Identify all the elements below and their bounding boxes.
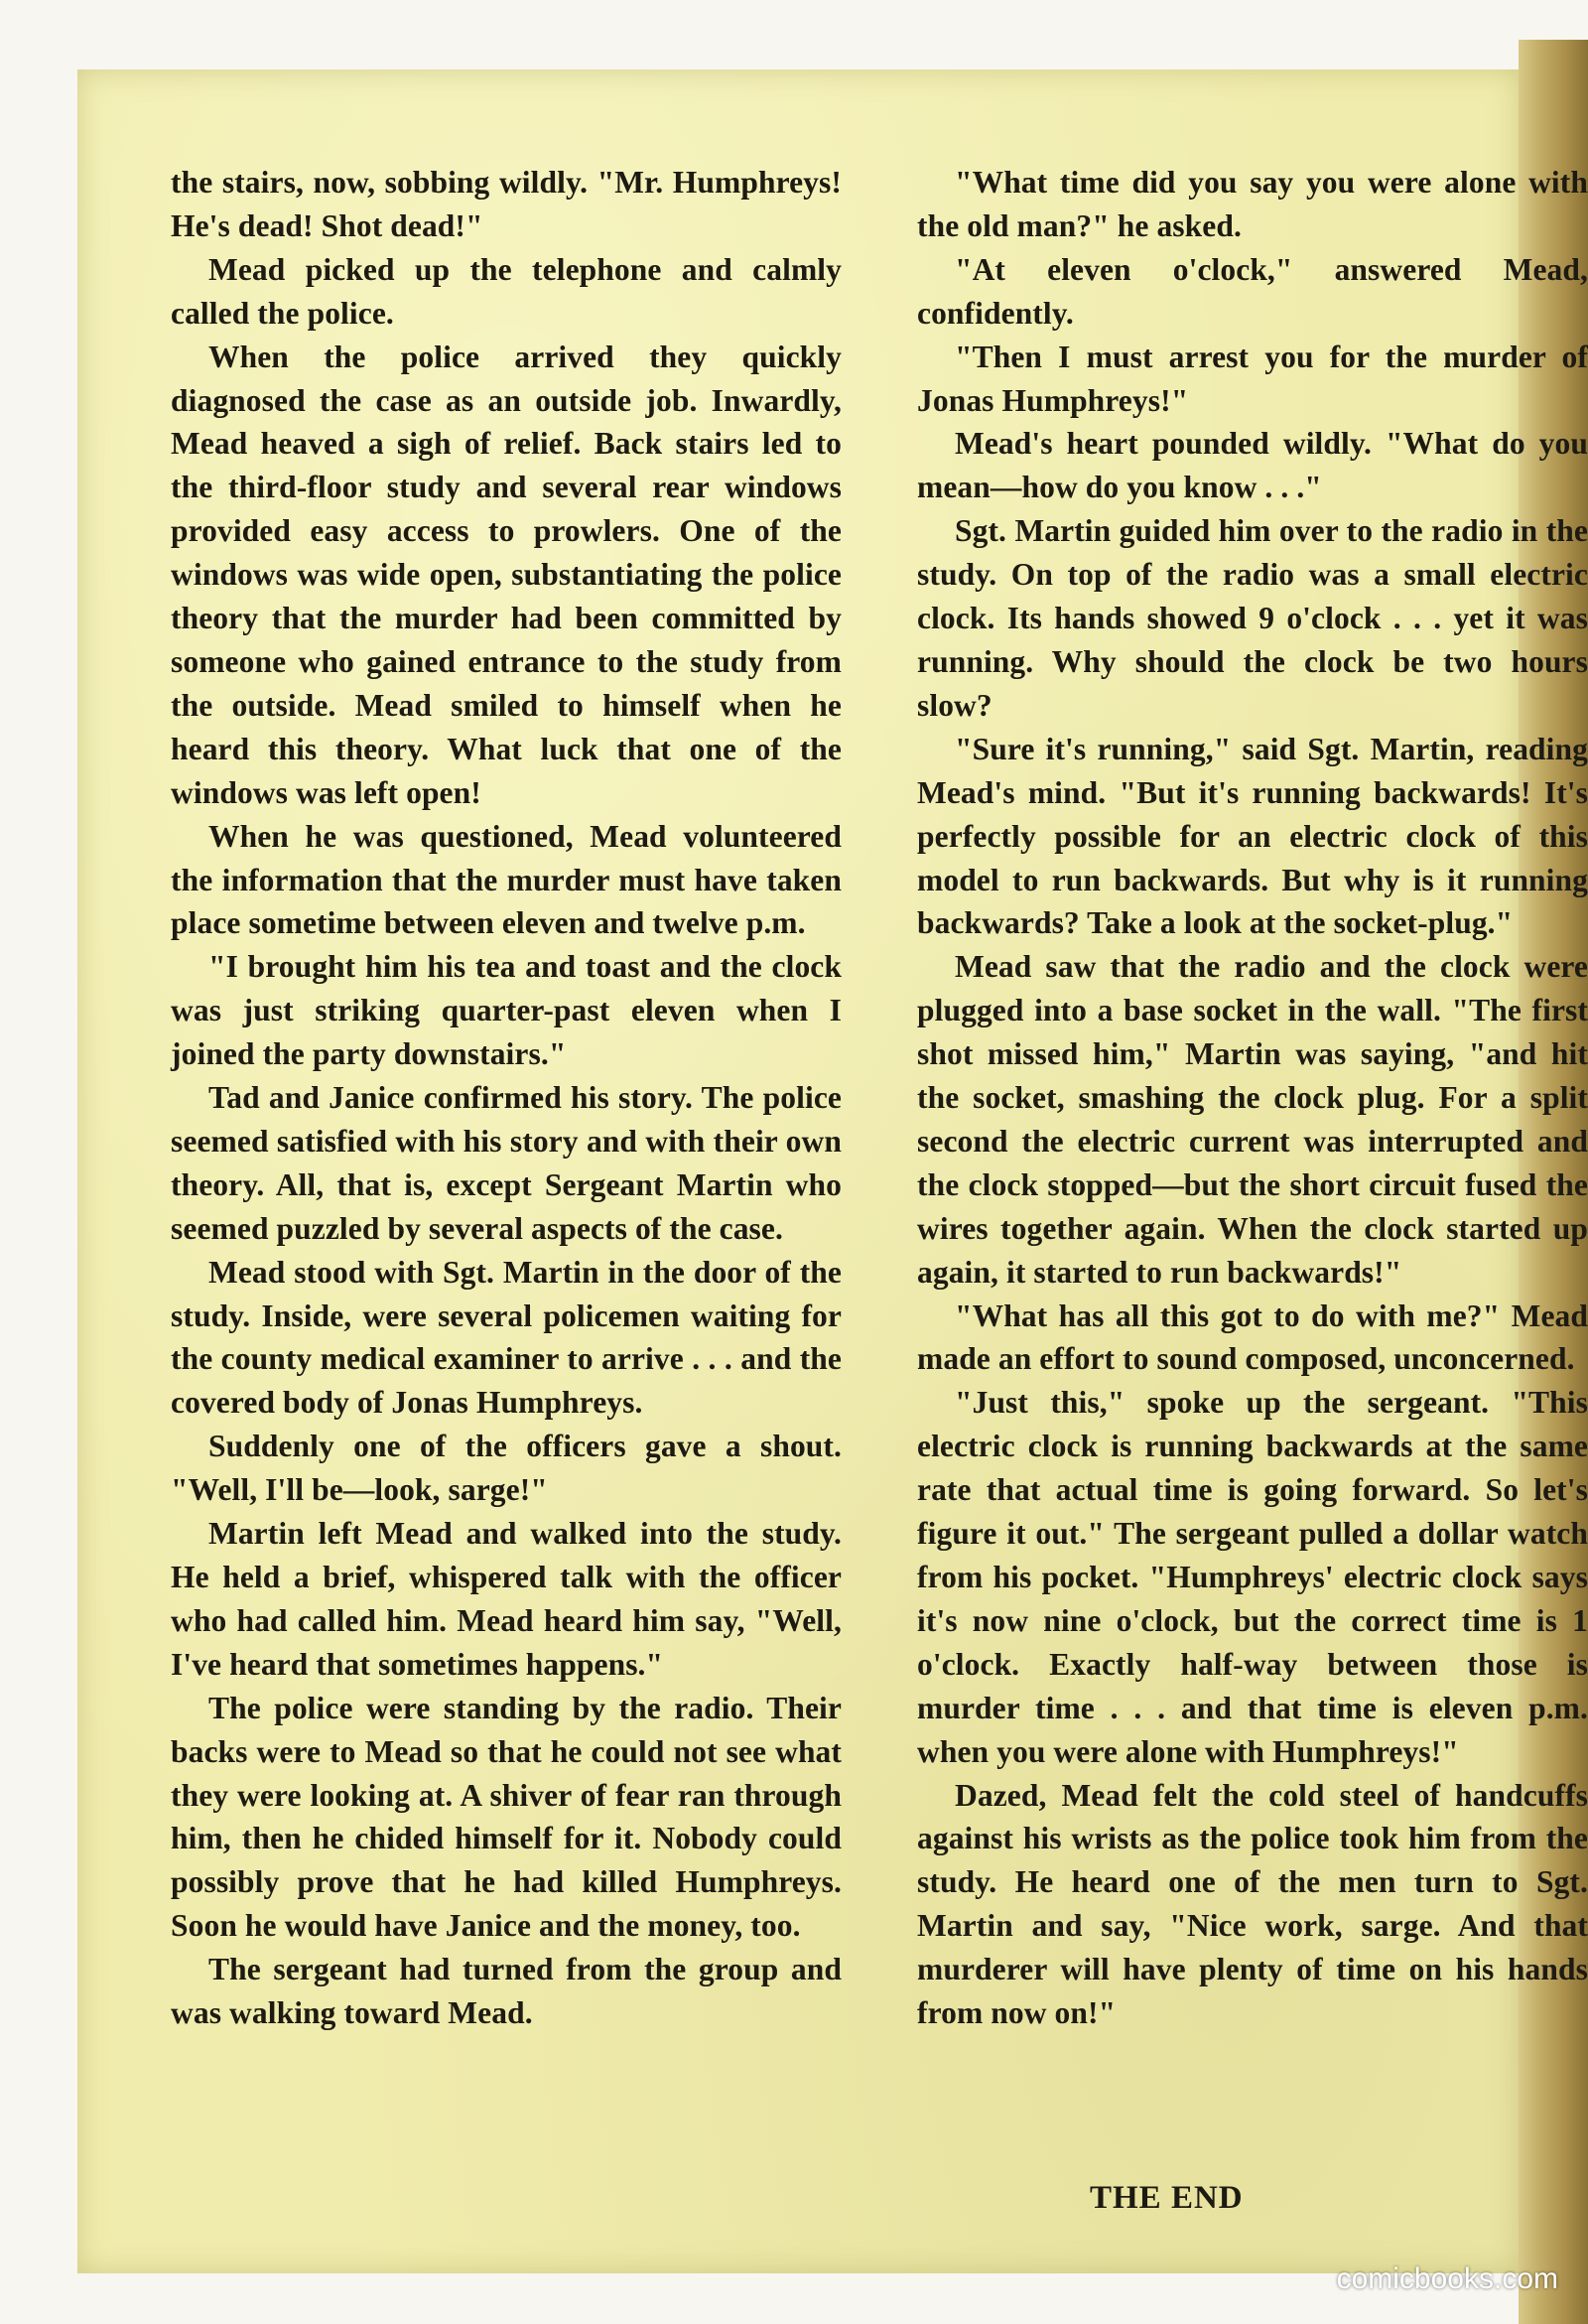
paragraph: "At eleven o'clock," answered Mead, confidently.	[917, 251, 1588, 331]
paragraph: "Then I must arrest you for the murder of Jonas Humphreys!"	[917, 339, 1588, 418]
paragraph: "Sure it's running," said Sgt. Martin, reading Mead's mind. "But it's running backwards! It's perfectly possible for an electric clock of this model to run backwards. But why is it running backwards? Take a look at the socket-plug."	[917, 731, 1588, 941]
paragraph: Mead picked up the telephone and calmly called the police.	[171, 251, 842, 331]
paragraph: Sgt. Martin guided him over to the radio in the study. On top of the radio was a small electric clock. Its hands showed 9 o'clock . . . yet it was running. Why should the clock be two hours slow?	[917, 513, 1588, 723]
paragraph: "What time did you say you were alone with the old man?" he asked.	[917, 165, 1588, 243]
paragraph: Tad and Janice confirmed his story. The police seemed satisfied with his story and with their own theory. All, that is, except Sergeant Martin who seemed puzzled by several aspects of the case.	[171, 1080, 842, 1246]
paragraph: Mead's heart pounded wildly. "What do you mean—how do you know . . ."	[917, 426, 1588, 505]
story-end-label: THE END	[1090, 2180, 1244, 2216]
paragraph: "Just this," spoke up the sergeant. "This electric clock is running backwards at the same rate that actual time is going forward. So let's figure it out." The sergeant pulled a dollar watch from his pocket. "Humphreys' electric clock says it's now nine o'clock, but the correct time is 1 o'clock. Exactly half-way between those is murder time . . . and that time is eleven p.m. when you were alone with Humphreys!"	[917, 1385, 1588, 1769]
paragraph: When he was questioned, Mead volunteered the information that the murder must have taken place sometime between eleven and twelve p.m.	[171, 818, 842, 941]
site-watermark: comicbooks.com	[1336, 2262, 1558, 2295]
text-column-left	[171, 161, 842, 2035]
paragraph: Mead saw that the radio and the clock were plugged into a base socket in the wall. "The first shot missed him," Martin was saying, "and hit the socket, smashing the clock plug. For a split second the electric current was interrupted and the clock stopped—but the short circuit fused the wires together again. When the clock started up again, it started to run backwards!"	[917, 949, 1588, 1290]
text-column-right	[917, 161, 1588, 2035]
paragraph: Mead stood with Sgt. Martin in the door of the study. Inside, were several policemen waiting for the county medical examiner to arrive . . . and the covered body of Jonas Humphreys.	[171, 1254, 842, 1421]
comic-page	[77, 69, 1588, 2273]
paragraph: the stairs, now, sobbing wildly. "Mr. Humphreys! He's dead! Shot dead!"	[171, 165, 842, 243]
paragraph: When the police arrived they quickly diagnosed the case as an outside job. Inwardly, Mead heaved a sigh of relief. Back stairs led to the third-floor study and several rear windows provided easy access to prowlers. One of the windows was wide open, substantiating the police theory that the murder had been committed by someone who gained entrance to the study from the outside. Mead smiled to himself when he heard this theory. What luck that one of the windows was left open!	[171, 339, 842, 810]
paragraph: "What has all this got to do with me?" Mead made an effort to sound composed, unconcerned.	[917, 1298, 1588, 1377]
paragraph: "I brought him his tea and toast and the clock was just striking quarter-past eleven when I joined the party downstairs."	[171, 949, 842, 1072]
paragraph: Dazed, Mead felt the cold steel of handcuffs against his wrists as the police took him from the study. He heard one of the men turn to Sgt. Martin and say, "Nice work, sarge. And that murderer will have plenty of time on his hands from now on!"	[917, 1777, 1588, 2031]
paragraph: Martin left Mead and walked into the study. He held a brief, whispered talk with the officer who had called him. Mead heard him say, "Well, I've heard that sometimes happens."	[171, 1516, 842, 1682]
paragraph: Suddenly one of the officers gave a shout. "Well, I'll be—look, sarge!"	[171, 1429, 842, 1508]
paragraph: The sergeant had turned from the group and was walking toward Mead.	[171, 1952, 842, 2031]
paragraph: The police were standing by the radio. Their backs were to Mead so that he could not see what they were looking at. A shiver of fear ran through him, then he chided himself for it. Nobody could possibly prove that he had killed Humphreys. Soon he would have Janice and the money, too.	[171, 1690, 842, 1944]
